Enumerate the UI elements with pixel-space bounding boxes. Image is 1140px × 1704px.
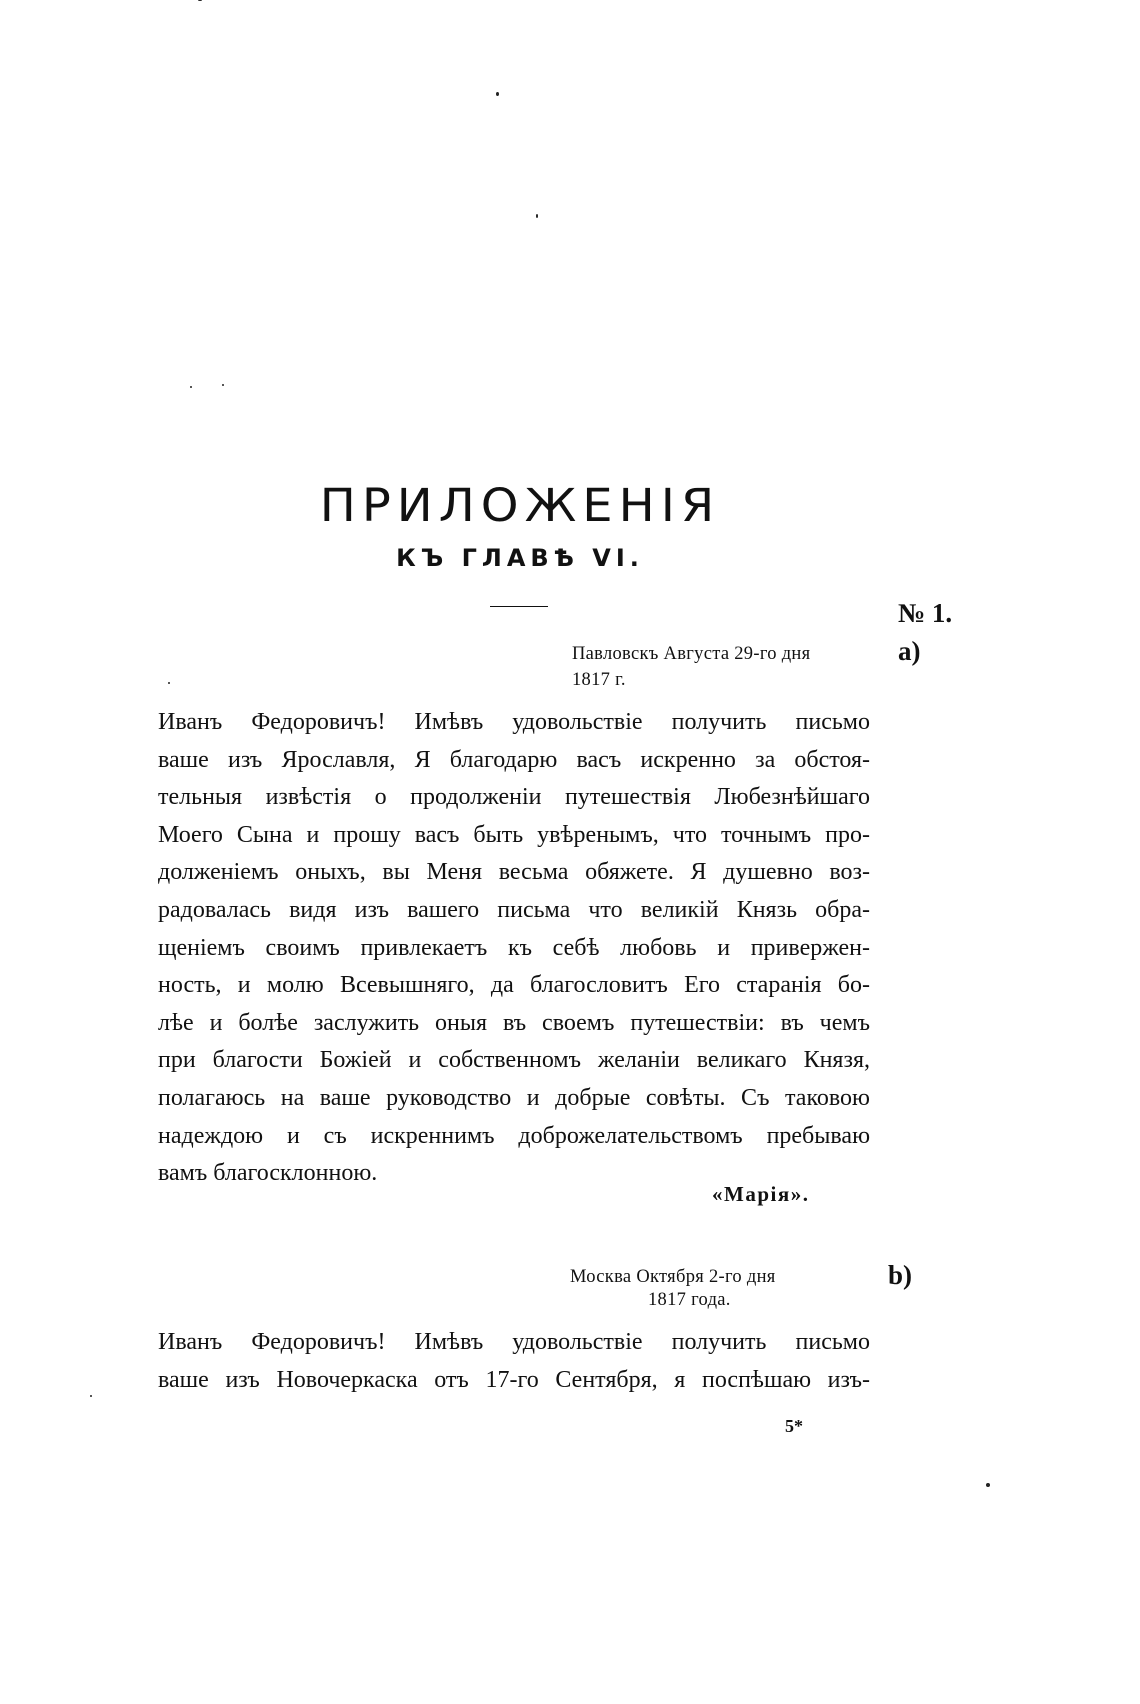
letter-b-body [158,1324,870,1399]
letter-a-line-2: ваше изъ Ярославля, Я благодарю васъ искренно за обстоя- [158,746,870,773]
letter-a-line-9: лѣе и болѣе заслужить оныя въ своемъ путешествіи: въ чемъ [158,1009,870,1036]
letter-a-line-4: Моего Сына и прошу васъ быть увѣренымъ, что точнымъ про- [158,821,870,848]
letter-a-line-11: полагаюсь на ваше руководство и добрые совѣты. Съ таковою [158,1084,870,1111]
scan-speck [168,682,170,684]
letter-a-signature: «Марія». [712,1182,810,1206]
letter-a-line-7: щеніемъ своимъ привлекаетъ къ себѣ любовь и привержен- [158,934,870,961]
scan-speck [496,92,499,96]
letter-b-line-2: ваше изъ Новочеркаска отъ 17-го Сентября, я поспѣшаю изъ- [158,1366,870,1393]
letter-a-line-6: радовалась видя изъ вашего письма что великій Князь обра- [158,896,870,923]
letter-a-line-5: долженіемъ оныхъ, вы Меня весьма обяжете. Я душевно воз- [158,859,870,886]
letter-b-marker: b) [888,1260,913,1290]
letter-a-dateline [572,641,810,693]
scan-speck [198,0,202,1]
page-title: ПРИЛОЖЕНІЯ [319,479,721,533]
scan-speck [190,386,192,388]
page-subtitle: КЪ ГЛАВѢ VI. [396,544,644,572]
letter-a-line-12: надеждою и съ искреннимъ доброжелательствомъ пребываю [158,1122,870,1149]
letter-a-line-13: вамъ благосклонною. [158,1160,378,1187]
letter-b-line-1: Иванъ Федоровичъ! Имѣвъ удовольствіе получить письмо [158,1329,870,1355]
letter-a-body [158,704,870,1193]
title-divider [490,606,548,607]
scan-speck [222,384,224,386]
letter-a-dateline-line-1: Павловскъ Августа 29-го дня [572,644,811,664]
letter-a-marker: a) [898,636,921,666]
letter-b-dateline [570,1266,776,1312]
scan-speck [90,1395,92,1397]
letter-a-dateline-line-2: 1817 г. [572,670,626,690]
letter-b-dateline-line-2: 1817 года. [648,1290,731,1310]
letter-b-dateline-line-1: Москва Октября 2-го дня [570,1267,776,1287]
letter-a-line-10: при благости Божіей и собственномъ желаніи великаго Князя, [158,1047,870,1074]
letter-a-line-8: ность, и молю Всевышняго, да благословитъ Его старанія бо- [158,972,870,999]
letter-a-line-3: тельныя извѣстія о продолженіи путешествія Любезнѣйшаго [158,784,870,811]
letter-a-line-1: Иванъ Федоровичъ! Имѣвъ удовольствіе получить письмо [158,709,870,735]
scan-speck [536,214,538,218]
section-number: № 1. [898,598,953,628]
scan-speck [986,1483,990,1487]
signature-mark: 5* [785,1416,803,1436]
